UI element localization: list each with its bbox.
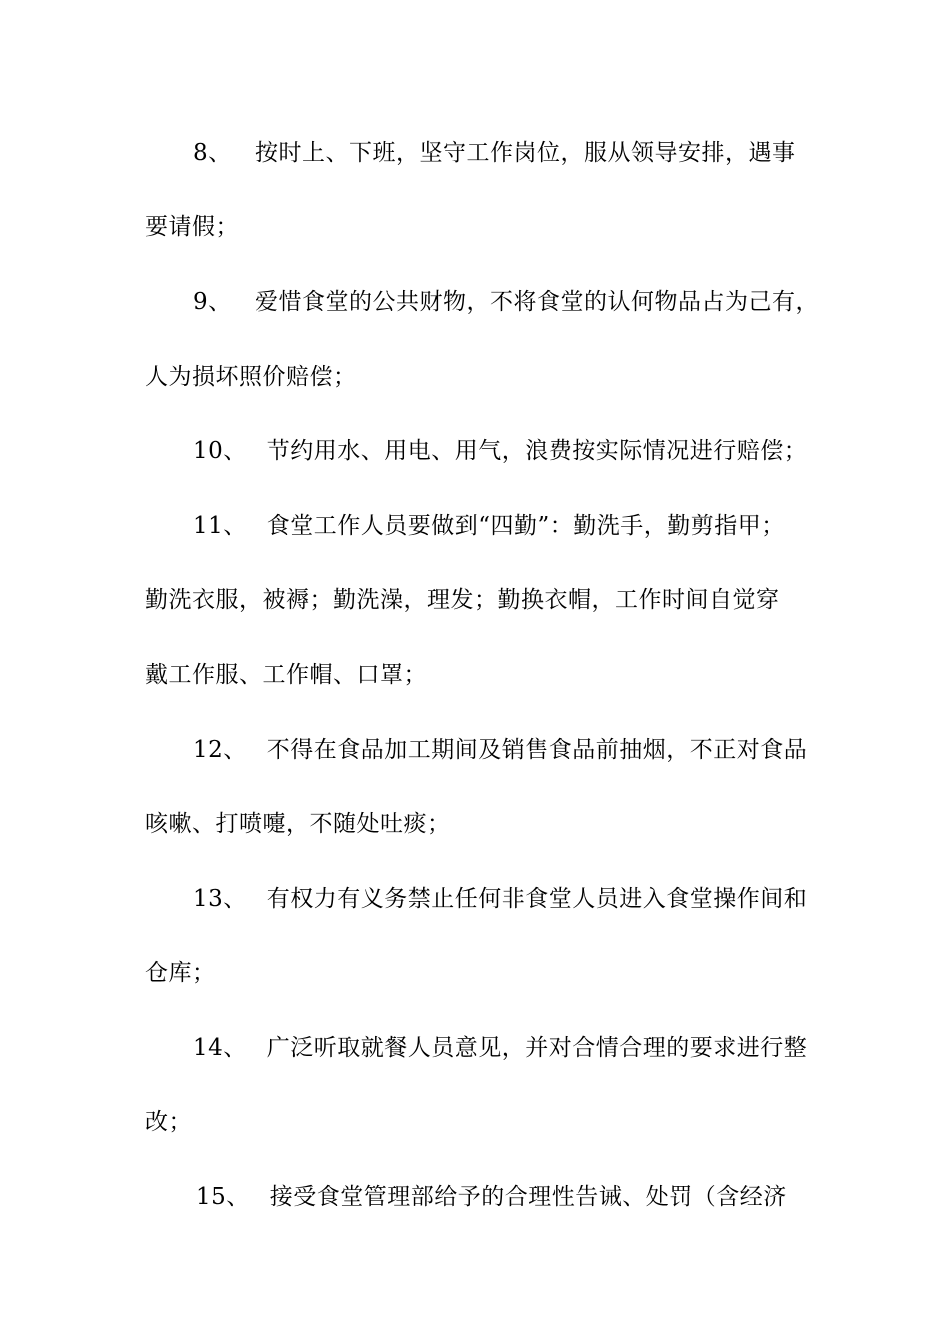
item-text: 食堂工作人员要做到“四勤”：勤洗手，勤剪指甲； xyxy=(266,513,785,539)
item-text: 勤洗衣服，被褥；勤洗澡，理发；勤换衣帽，工作时间自觉穿 xyxy=(145,587,780,613)
list-item-14-line-1 xyxy=(193,1033,873,1063)
item-number: 13、 xyxy=(193,886,247,912)
item-text: 人为损坏照价赔偿； xyxy=(145,364,357,390)
list-item-11-line-2 xyxy=(145,585,825,615)
list-item-11-line-3 xyxy=(145,660,825,690)
list-item-11-line-1 xyxy=(193,511,873,541)
item-text: 有权力有义务禁止任何非食堂人员进入食堂操作间和 xyxy=(266,886,808,912)
item-text: 广泛听取就餐人员意见，并对合情合理的要求进行整 xyxy=(266,1035,808,1061)
item-text: 咳嗽、打喷嚏，不随处吐痰； xyxy=(145,811,451,837)
item-number: 10、 xyxy=(193,438,247,464)
list-item-8-line-1 xyxy=(193,138,873,168)
item-text: 仓库； xyxy=(145,960,216,986)
item-number: 15、 xyxy=(196,1184,250,1210)
item-text: 不得在食品加工期间及销售食品前抽烟，不正对食品 xyxy=(266,737,808,763)
list-item-13-line-2 xyxy=(145,958,825,988)
list-item-10-line-1 xyxy=(193,436,873,466)
list-item-12-line-1 xyxy=(193,735,873,765)
item-number: 11、 xyxy=(193,513,247,539)
list-item-14-line-2 xyxy=(145,1107,825,1137)
list-item-9-line-2 xyxy=(145,362,825,392)
item-text: 接受食堂管理部给予的合理性告诫、处罚（含经济 xyxy=(269,1184,787,1210)
item-number: 14、 xyxy=(193,1035,247,1061)
list-item-8-line-2 xyxy=(145,212,825,242)
item-number: 12、 xyxy=(193,737,247,763)
list-item-9-line-1 xyxy=(193,287,873,317)
item-text: 戴工作服、工作帽、口罩； xyxy=(145,662,427,688)
item-number: 9、 xyxy=(193,289,232,315)
list-item-15-line-1 xyxy=(196,1182,876,1212)
item-text: 按时上、下班，坚守工作岗位，服从领导安排，遇事 xyxy=(255,140,796,166)
item-number: 8、 xyxy=(193,140,232,166)
list-item-12-line-2 xyxy=(145,809,825,839)
item-text: 爱惜食堂的公共财物，不将食堂的认何物品占为己有， xyxy=(255,289,819,315)
item-text: 改； xyxy=(145,1109,192,1135)
item-text: 节约用水、用电、用气，浪费按实际情况进行赔偿； xyxy=(266,438,808,464)
list-item-13-line-1 xyxy=(193,884,873,914)
item-text: 要请假； xyxy=(145,214,239,240)
